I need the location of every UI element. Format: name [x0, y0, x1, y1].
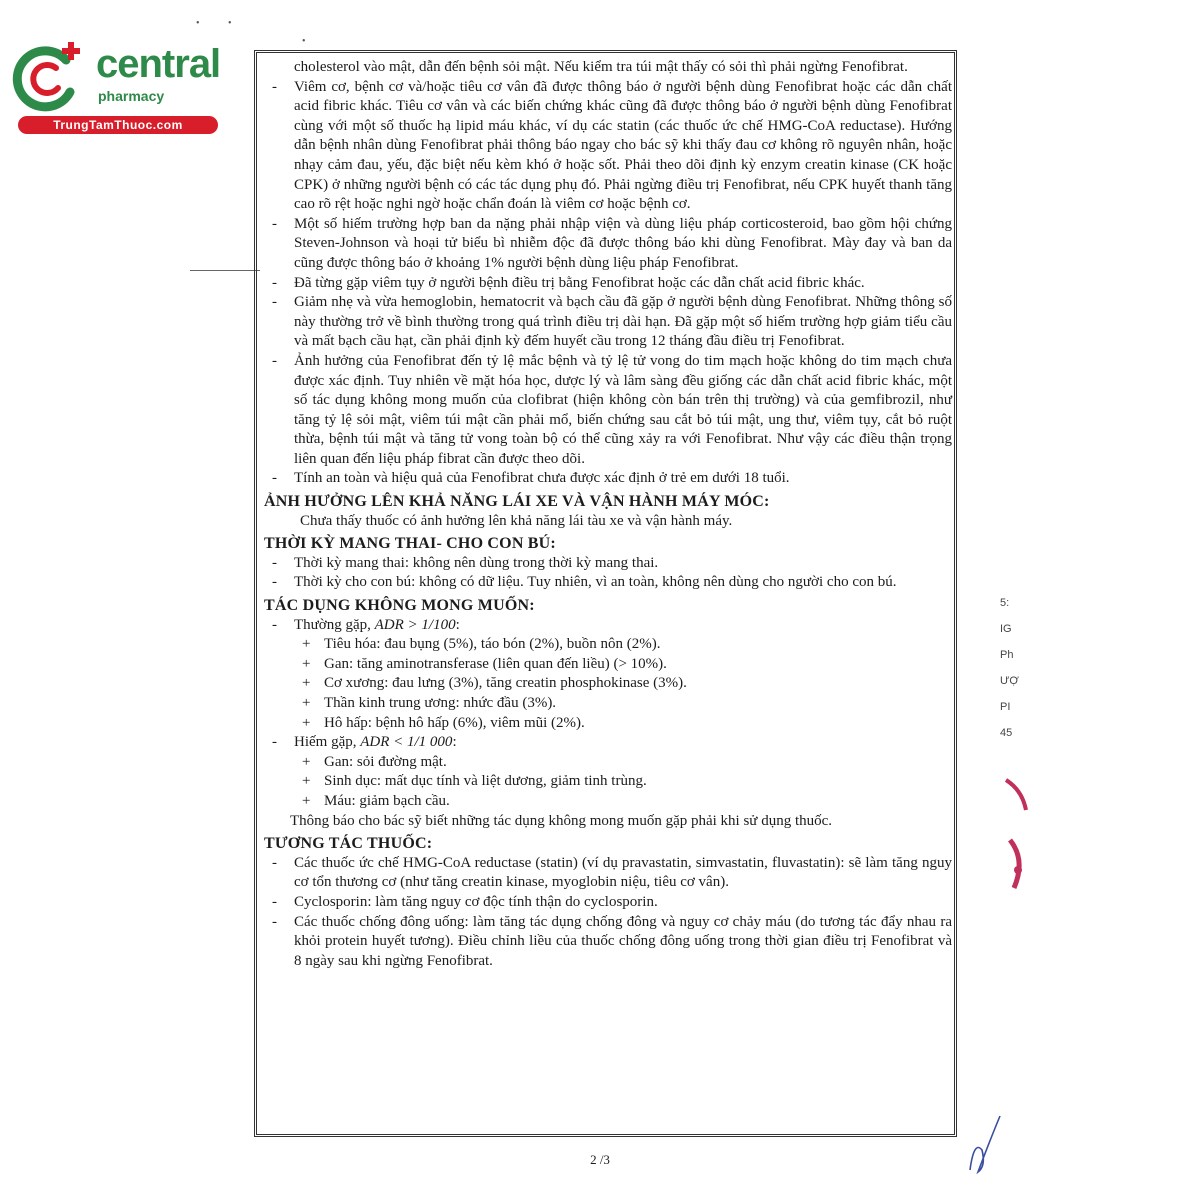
precautions-list	[264, 78, 952, 489]
list-item-rare: - Hiếm gặp, ADR < 1/1 000:	[272, 734, 457, 751]
list-item: - Ảnh hưởng của Fenofibrat đến tỷ lệ mắc bệnh và tỷ lệ tử vong do tim mạch hoặc không do tim mạch chưa được xác định. Tuy nhiên về mặt hóa học, dược lý và lâm sàng đều giống các dẫn chất acid fibric khác, một số tác dụng không mong muốn của clofibrat (hiện không còn bán trên thị trường) và của gemfibrozil, như tăng tỷ lệ sỏi mật, viêm túi mật cần phải mổ, biến chứng sau cắt bỏ túi mật, ung thư, viêm tụy, cắt bỏ ruột thừa, bệnh túi mật và tăng tử vong toàn bộ có thể cũng xảy ra với Fenofibrat. Như vậy các điều thận trọng liên quan đến liệu pháp fibrat cần được theo dõi.	[272, 352, 952, 467]
sub-item: + Gan: tăng aminotransferase (liên quan đến liều) (> 10%).	[302, 655, 667, 672]
logo-name: central	[96, 42, 221, 86]
heading-adverse-effects: TÁC DỤNG KHÔNG MONG MUỐN:	[264, 597, 535, 615]
sub-item: + Máu: giảm bạch cầu.	[302, 792, 450, 809]
heading-interactions: TƯƠNG TÁC THUỐC:	[264, 835, 433, 853]
list-item: - Giảm nhẹ và vừa hemoglobin, hematocrit và bạch cầu đã gặp ở người bệnh dùng Fenofibrat. Những thông số này thường trở về bình thường trong quá trình điều trị dài hạn. Đã gặp một số hiếm trường hợp giảm tiểu cầu và mất bạch cầu hạt, cần phải định kỳ đếm huyết cầu trong 12 tháng đầu điều trị Fenofibrat.	[272, 294, 952, 350]
heading-pregnancy: THỜI KỲ MANG THAI- CHO CON BÚ:	[264, 535, 556, 553]
list-item: - Các thuốc chống đông uống: làm tăng tác dụng chống đông và nguy cơ chảy máu (do tương tác đẩy nhau ra khỏi protein huyết tương). Điều chỉnh liều của thuốc chống đông uống trong thời gian điều trị Fenofibrat và 8 ngày sau khi ngừng Fenofibrat.	[272, 913, 952, 969]
logo-url: TrungTamThuoc.com	[18, 116, 218, 134]
scan-speck: •	[228, 18, 232, 29]
list-item: - Một số hiếm trường hợp ban da nặng phải nhập viện và dùng liệu pháp corticosteroid, bao gồm hội chứng Steven-Johnson và hoại tử biểu bì nhiễm độc đã được thông báo khi dùng Fenofibrat. Mày đay và ban da cũng được thông báo ở khoảng 1% người bệnh dùng liệu pháp Fenofibrat.	[272, 215, 952, 271]
adjacent-page-edge: 5: IG Ph ƯỢ PI 45	[1000, 597, 1019, 739]
sub-item: + Gan: sỏi đường mật.	[302, 753, 447, 770]
adverse-note: Thông báo cho bác sỹ biết những tác dụng không mong muốn gặp phải khi sử dụng thuốc.	[290, 812, 833, 829]
stamp-fragment-icon	[1000, 770, 1040, 900]
paragraph-top: cholesterol vào mật, dẫn đến bệnh sỏi mật. Nếu kiểm tra túi mật thấy có sỏi thì phải ngừng Fenofibrat.	[294, 59, 908, 75]
pharmacy-logo	[12, 38, 222, 138]
sub-item: + Sinh dục: mất dục tính và liệt dương, giảm tinh trùng.	[302, 773, 647, 790]
signature-icon	[960, 1110, 1020, 1180]
list-item: - Đã từng gặp viêm tụy ở người bệnh điều trị bằng Fenofibrat hoặc các dẫn chất acid fibric khác.	[272, 274, 865, 291]
list-item: - Tính an toàn và hiệu quả của Fenofibrat chưa được xác định ở trẻ em dưới 18 tuổi.	[272, 470, 790, 487]
scan-line	[190, 270, 260, 271]
sub-item: + Thần kinh trung ương: nhức đầu (3%).	[302, 695, 557, 711]
driving-text: Chưa thấy thuốc có ảnh hưởng lên khả năng lái tàu xe và vận hành máy.	[300, 512, 733, 529]
scan-speck: •	[302, 36, 306, 47]
list-item-common: - Thường gặp, ADR > 1/100:	[272, 616, 460, 633]
list-item: - Thời kỳ cho con bú: không có dữ liệu. Tuy nhiên, vì an toàn, không nên dùng cho người cho con bú.	[272, 574, 897, 591]
list-item: - Viêm cơ, bệnh cơ và/hoặc tiêu cơ vân đã được thông báo ở người bệnh dùng Fenofibrat hoặc các dẫn chất acid fibric khác. Tiêu cơ vân và các biến chứng khác cũng đã được thông báo ở người bệnh dùng Fenofibrat cùng với một số thuốc hạ lipid máu khác, ví dụ các statin (các thuốc ức chế HMG-CoA reductase). Hướng dẫn bệnh nhân dùng Fenofibrat phải thông báo ngay cho bác sỹ khi thấy đau cơ không rõ nguyên nhân, hoặc nhạy cảm đau, yếu, đặc biệt nếu kèm khó ở hoặc sốt. Phải theo dõi định kỳ enzym creatin kinase (CK hoặc CPK) ở những người bệnh có các tác dụng phụ đó. Phải ngừng điều trị Fenofibrat, nếu CPK huyết thanh tăng cao rõ rệt hoặc nghi ngờ hoặc chẩn đoán là viêm cơ hoặc bệnh cơ.	[272, 78, 952, 213]
logo-c-cross-icon	[12, 38, 92, 118]
logo-subtitle: pharmacy	[98, 88, 165, 104]
list-item: - Cyclosporin: làm tăng nguy cơ độc tính thận do cyclosporin.	[272, 893, 658, 910]
sub-item: + Cơ xương: đau lưng (3%), tăng creatin phosphokinase (3%).	[302, 675, 687, 692]
page-number: 2 /3	[590, 1152, 610, 1167]
document-body	[264, 58, 952, 971]
sub-item: + Hô hấp: bệnh hô hấp (6%), viêm mũi (2%).	[302, 714, 585, 731]
list-item: - Các thuốc ức chế HMG-CoA reductase (statin) (ví dụ pravastatin, simvastatin, fluvastatin): sẽ làm tăng nguy cơ tổn thương cơ (như tăng creatin kinase, myoglobin niệu, tiêu cơ vân).	[272, 854, 952, 891]
scan-speck: •	[196, 18, 200, 29]
heading-driving: ẢNH HƯỞNG LÊN KHẢ NĂNG LÁI XE VÀ VẬN HÀNH MÁY MÓC:	[264, 493, 770, 511]
list-item: - Thời kỳ mang thai: không nên dùng trong thời kỳ mang thai.	[272, 554, 659, 571]
sub-item: + Tiêu hóa: đau bụng (5%), táo bón (2%), buồn nôn (2%).	[302, 636, 661, 653]
